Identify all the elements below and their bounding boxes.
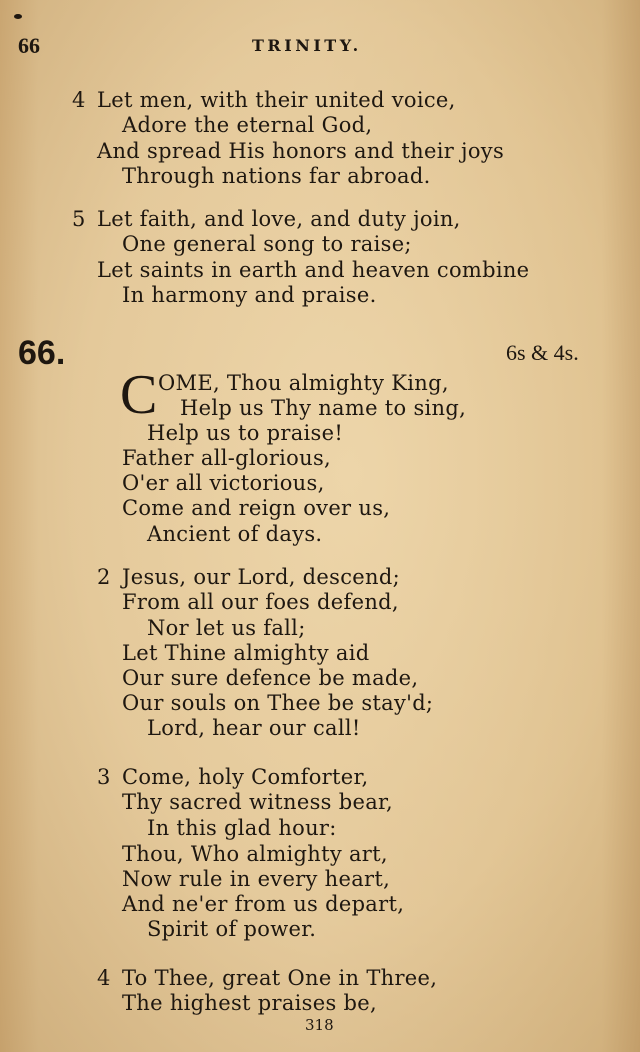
- verse-line: Father all-glorious,: [122, 446, 331, 470]
- verse-line: Nor let us fall;: [147, 616, 306, 640]
- verse-line: One general song to raise;: [122, 232, 412, 256]
- stanza-number: 2: [97, 565, 111, 589]
- verse-line: Lord, hear our call!: [147, 716, 361, 740]
- verse-line: Help us Thy name to sing,: [180, 396, 467, 420]
- page-number: 318: [305, 1016, 334, 1034]
- stanza-number: 4: [97, 966, 111, 990]
- verse-line: Let saints in earth and heaven combine: [97, 258, 530, 282]
- verse-line: O'er all victorious,: [122, 471, 325, 495]
- verse-line: Jesus, our Lord, descend;: [122, 565, 400, 589]
- verse-line: Come and reign over us,: [122, 496, 391, 520]
- verse-line: Our sure defence be made,: [122, 666, 419, 690]
- verse-line: Thou, Who almighty art,: [122, 842, 388, 866]
- verse-line: Let men, with their united voice,: [97, 88, 456, 112]
- verse-line: Let faith, and love, and duty join,: [97, 207, 461, 231]
- verse-line: Through nations far abroad.: [122, 164, 431, 188]
- verse-line: The highest praises be,: [122, 991, 377, 1015]
- drop-cap: C: [120, 364, 158, 426]
- verse-line: Adore the eternal God,: [122, 113, 373, 137]
- running-page-number: 66: [18, 33, 40, 58]
- verse-line: And spread His honors and their joys: [97, 139, 505, 163]
- verse-line: OME, Thou almighty King,: [158, 371, 449, 395]
- stanza-number: 4: [72, 88, 86, 112]
- ink-blot: [14, 14, 22, 19]
- verse-line: In harmony and praise.: [122, 283, 377, 307]
- verse-line: To Thee, great One in Three,: [122, 966, 438, 990]
- verse-line: Now rule in every heart,: [122, 867, 391, 891]
- hymn-number: 66.: [18, 334, 66, 372]
- verse-line: Ancient of days.: [147, 522, 323, 546]
- hymn-meter: 6s & 4s.: [506, 340, 579, 365]
- verse-line: From all our foes defend,: [122, 590, 399, 614]
- verse-line: And ne'er from us depart,: [122, 892, 405, 916]
- verse-line: Help us to praise!: [147, 421, 344, 445]
- verse-line: Thy sacred witness bear,: [122, 790, 394, 814]
- verse-line: Come, holy Comforter,: [122, 765, 369, 789]
- verse-line: Spirit of power.: [147, 917, 317, 941]
- stanza-number: 5: [72, 207, 86, 231]
- running-title: TRINITY.: [252, 36, 362, 55]
- stanza-number: 3: [97, 765, 111, 789]
- verse-line: In this glad hour:: [147, 816, 337, 840]
- verse-line: Let Thine almighty aid: [122, 641, 370, 665]
- verse-line: Our souls on Thee be stay'd;: [122, 691, 434, 715]
